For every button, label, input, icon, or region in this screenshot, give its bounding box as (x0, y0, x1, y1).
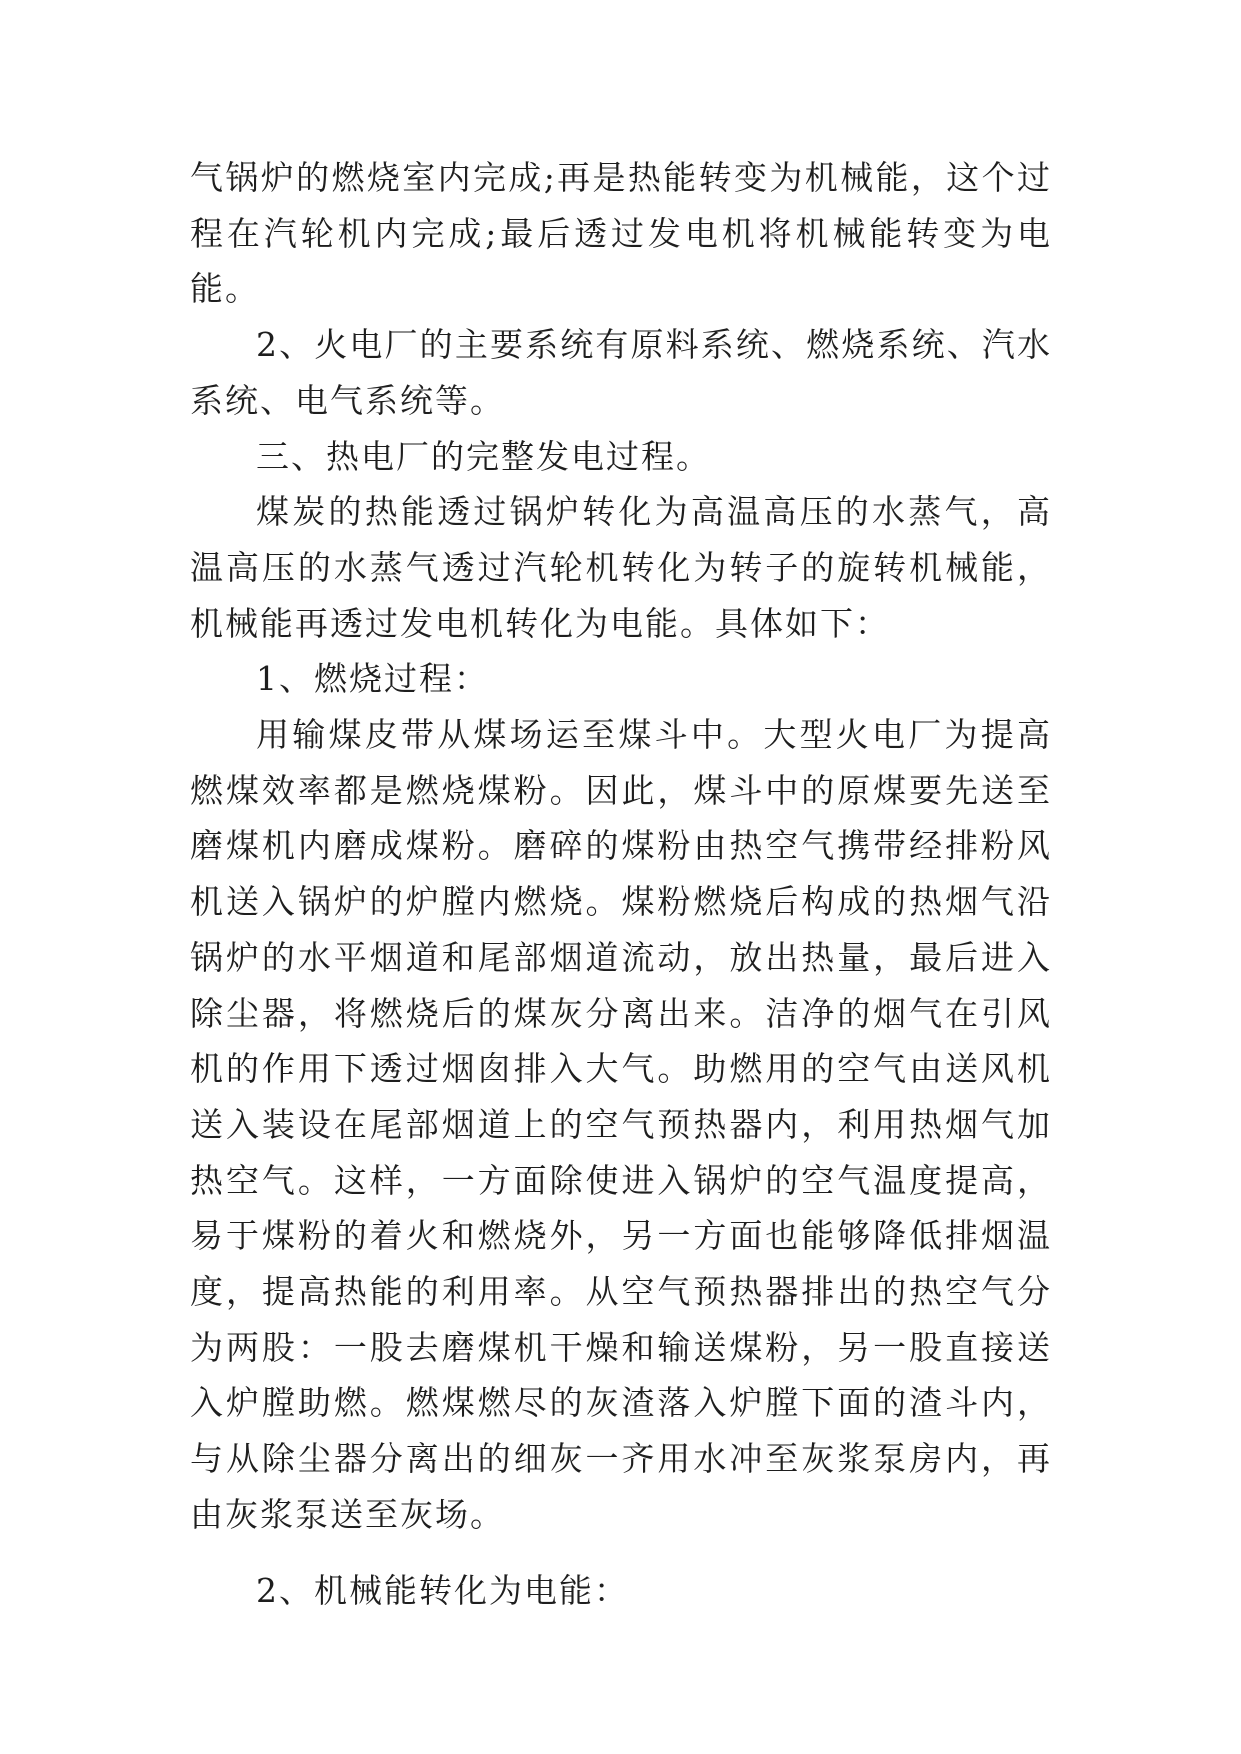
paragraph-4: 煤炭的热能透过锅炉转化为高温高压的水蒸气，高温高压的水蒸气透过汽轮机转化为转子的旋转机械能，机械能再透过发电机转化为电能。具体如下： (190, 492, 1052, 643)
document-body (190, 150, 1052, 1618)
paragraph-2: 2、火电厂的主要系统有原料系统、燃烧系统、汽水系统、电气系统等。 (190, 325, 1052, 420)
paragraph-1: 气锅炉的燃烧室内完成;再是热能转变为机械能，这个过程在汽轮机内完成;最后透过发电机将机械能转变为电能。 (190, 158, 1052, 309)
subheading-mechanical-to-electric: 2、机械能转化为电能： (256, 1570, 629, 1610)
paragraph-combustion: 用输煤皮带从煤场运至煤斗中。大型火电厂为提高燃煤效率都是燃烧煤粉。因此，煤斗中的原煤要先送至磨煤机内磨成煤粉。磨碎的煤粉由热空气携带经排粉风机送入锅炉的炉膛内燃烧。煤粉燃烧后构成的热烟气沿锅炉的水平烟道和尾部烟道流动，放出热量，最后进入除尘器，将燃烧后的煤灰分离出来。洁净的烟气在引风机的作用下透过烟囱排入大气。助燃用的空气由送风机送入装设在尾部烟道上的空气预热器内，利用热烟气加热空气。这样，一方面除使进入锅炉的空气温度提高，易于煤粉的着火和燃烧外，另一方面也能够降低排烟温度，提高热能的利用率。从空气预热器排出的热空气分为两股：一股去磨煤机干燥和输送煤粉，另一股直接送入炉膛助燃。燃煤燃尽的灰渣落入炉膛下面的渣斗内，与从除尘器分离出的细灰一齐用水冲至灰浆泵房内，再由灰浆泵送至灰场。 (190, 715, 1052, 1534)
section-heading-3: 三、热电厂的完整发电过程。 (256, 436, 711, 476)
subheading-combustion: 1、燃烧过程： (256, 659, 489, 699)
